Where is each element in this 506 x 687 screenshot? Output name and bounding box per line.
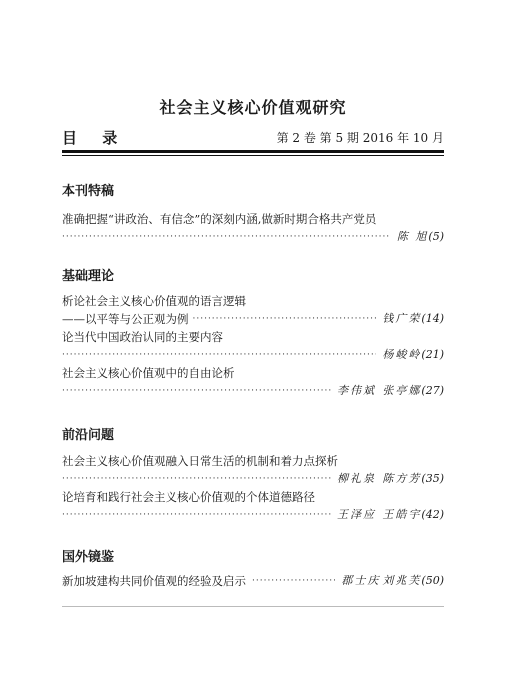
article-meta-line [62, 346, 444, 364]
dot-leader [62, 506, 331, 524]
article-author: 钱广荣 [382, 312, 422, 325]
article-author: 陈 旭 [396, 230, 429, 243]
article-meta-line [62, 470, 444, 488]
journal-title: 社会主义核心价值观研究 [159, 98, 347, 117]
article-meta-line [62, 382, 444, 400]
article-author: 王皓宇 [382, 508, 422, 521]
toc-header [62, 127, 444, 147]
bottom-rule [62, 606, 444, 607]
section-special [62, 180, 444, 246]
section-overseas [62, 546, 444, 590]
header-rule-thin [62, 155, 444, 156]
section-title: 基础理论 [62, 269, 115, 284]
article-author: 陈方芳 [382, 472, 422, 485]
article-author: 李伟斌 [336, 384, 376, 397]
dot-leader [62, 228, 391, 246]
dot-leader [252, 572, 335, 590]
dot-leader [193, 310, 377, 328]
article-page: (27) [421, 384, 444, 397]
article-author: 杨峻岭 [382, 348, 422, 361]
article-page: (5) [428, 230, 444, 243]
article-page: (14) [421, 312, 444, 325]
article-author: 郡士庆 [341, 574, 381, 587]
dot-leader [62, 382, 331, 400]
article-title-link[interactable]: 社会主义核心价值观融入日常生活的机制和着力点探析 [62, 454, 338, 468]
article-title-link[interactable]: 新加坡建构共同价值观的经验及启示 [62, 574, 246, 588]
article-meta-line [62, 228, 444, 246]
article-meta-line [62, 310, 444, 328]
article-page: (35) [421, 472, 444, 485]
article-author: 柳礼泉 [336, 472, 376, 485]
section-frontier [62, 424, 444, 524]
section-title: 国外镜鉴 [62, 550, 115, 565]
dot-leader [62, 470, 331, 488]
section-basic-theory [62, 265, 444, 400]
article-page: (42) [421, 508, 444, 521]
article-title-link[interactable]: 析论社会主义核心价值观的语言逻辑 [62, 294, 246, 308]
section-title: 本刊特稿 [62, 184, 115, 199]
toc-title: 目 录 [62, 129, 128, 147]
article-title-link[interactable]: 论培育和践行社会主义核心价值观的个体道德路径 [62, 490, 315, 504]
section-title: 前沿问题 [62, 428, 115, 443]
article-title-link[interactable]: 准确把握“讲政治、有信念”的深刻内涵,做新时期合格共产党员 [62, 212, 377, 226]
article-page: (50) [421, 574, 444, 587]
article-title-link[interactable]: 论当代中国政治认同的主要内容 [62, 330, 223, 344]
article-author: 张亭娜 [382, 384, 422, 397]
issue-info: 第 2 卷 第 5 期 2016 年 10 月 [276, 131, 444, 145]
article-author: 刘兆芙 [382, 574, 422, 587]
header-rule-thick [62, 150, 444, 153]
article-author: 王泽应 [336, 508, 376, 521]
dot-leader [62, 346, 376, 364]
article-meta-line [62, 506, 444, 524]
article-subtitle: ——以平等与公正观为例 [62, 312, 189, 326]
article-meta-line [62, 572, 444, 590]
article-title-link[interactable]: 社会主义核心价值观中的自由论析 [62, 366, 235, 380]
article-page: (21) [421, 348, 444, 361]
